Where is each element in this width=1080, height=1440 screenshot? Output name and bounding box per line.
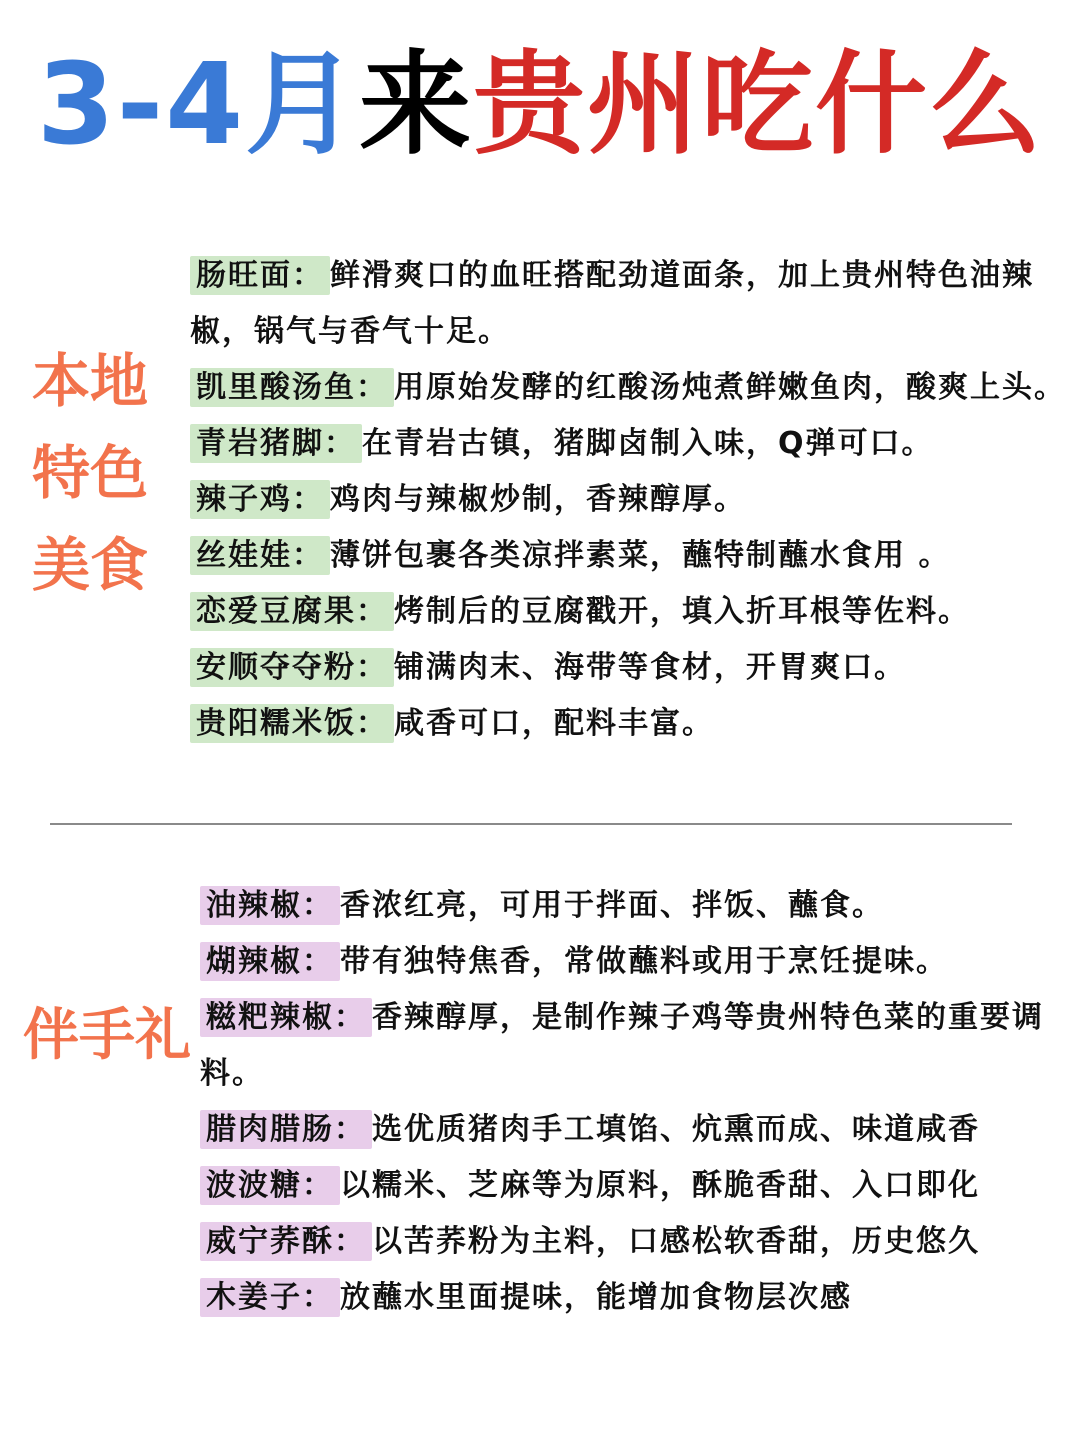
gift-name: 腊肉腊肠： bbox=[200, 1110, 372, 1149]
gift-desc: 以苦荞粉为主料，口感松软香甜，历史悠久 bbox=[372, 1224, 980, 1259]
gift-name: 油辣椒： bbox=[200, 886, 340, 925]
gift-item bbox=[200, 1158, 1075, 1214]
local-label-line: 本地 bbox=[31, 347, 148, 415]
food-name: 凯里酸汤鱼： bbox=[190, 368, 394, 407]
food-item bbox=[190, 248, 1070, 360]
gift-item bbox=[200, 990, 1075, 1102]
food-name: 辣子鸡： bbox=[190, 480, 330, 519]
title-guizhou-eat: 贵州吃什么 bbox=[473, 40, 1044, 170]
food-desc: 烤制后的豆腐戳开，填入折耳根等佐料。 bbox=[394, 594, 970, 629]
title-come: 来 bbox=[359, 40, 474, 170]
gift-item bbox=[200, 934, 1075, 990]
food-desc: 鸡肉与辣椒炒制，香辣醇厚。 bbox=[330, 482, 746, 517]
food-name: 青岩猪脚： bbox=[190, 424, 362, 463]
food-item bbox=[190, 584, 1070, 640]
local-label-line: 特色 bbox=[31, 439, 148, 507]
food-desc: 在青岩古镇，猪脚卤制入味，Q弹可口。 bbox=[362, 426, 934, 461]
title-months: 3-4月 bbox=[36, 40, 360, 170]
local-label-line: 美食 bbox=[31, 531, 148, 599]
gift-desc: 带有独特焦香，常做蘸料或用于烹饪提味。 bbox=[340, 944, 948, 979]
food-desc: 铺满肉末、海带等食材，开胃爽口。 bbox=[394, 650, 906, 685]
food-item bbox=[190, 528, 1070, 584]
gift-list bbox=[200, 878, 1075, 1326]
food-item bbox=[190, 416, 1070, 472]
gift-item bbox=[200, 1214, 1075, 1270]
food-desc: 薄饼包裹各类凉拌素菜，蘸特制蘸水食用 。 bbox=[330, 538, 951, 573]
food-item bbox=[190, 696, 1070, 752]
food-name: 丝娃娃： bbox=[190, 536, 330, 575]
gift-item bbox=[200, 1270, 1075, 1326]
gift-item bbox=[200, 878, 1075, 934]
food-desc: 咸香可口，配料丰富。 bbox=[394, 706, 714, 741]
gift-item bbox=[200, 1102, 1075, 1158]
food-desc: 鲜滑爽口的血旺搭配劲道面条，加上贵州特色油辣椒，锅气与香气十足。 bbox=[190, 258, 1034, 349]
gift-desc: 以糯米、芝麻等为原料，酥脆香甜、入口即化 bbox=[340, 1168, 980, 1203]
gift-desc: 放蘸水里面提味，能增加食物层次感 bbox=[340, 1280, 852, 1315]
food-item bbox=[190, 640, 1070, 696]
food-item bbox=[190, 360, 1070, 416]
food-item bbox=[190, 472, 1070, 528]
local-food-label bbox=[30, 335, 150, 611]
food-name: 贵阳糯米饭： bbox=[190, 704, 394, 743]
local-food-list bbox=[190, 248, 1070, 752]
gift-name: 木姜子： bbox=[200, 1278, 340, 1317]
food-name: 安顺夺夺粉： bbox=[190, 648, 394, 687]
gift-name: 波波糖： bbox=[200, 1166, 340, 1205]
page-title bbox=[0, 40, 1080, 170]
gift-label: 伴手礼 bbox=[23, 1003, 191, 1068]
food-desc: 用原始发酵的红酸汤炖煮鲜嫩鱼肉，酸爽上头。 bbox=[394, 370, 1066, 405]
food-name: 肠旺面： bbox=[190, 256, 330, 295]
food-name: 恋爱豆腐果： bbox=[190, 592, 394, 631]
gift-desc: 香浓红亮，可用于拌面、拌饭、蘸食。 bbox=[340, 888, 884, 923]
gift-name: 煳辣椒： bbox=[200, 942, 340, 981]
gift-desc: 香辣醇厚，是制作辣子鸡等贵州特色菜的重要调料。 bbox=[200, 1000, 1044, 1091]
gift-name: 威宁荞酥： bbox=[200, 1222, 372, 1261]
gift-desc: 选优质猪肉手工填馅、炕熏而成、味道咸香 bbox=[372, 1112, 980, 1147]
section-divider bbox=[50, 823, 1012, 825]
gift-name: 糍粑辣椒： bbox=[200, 998, 372, 1037]
